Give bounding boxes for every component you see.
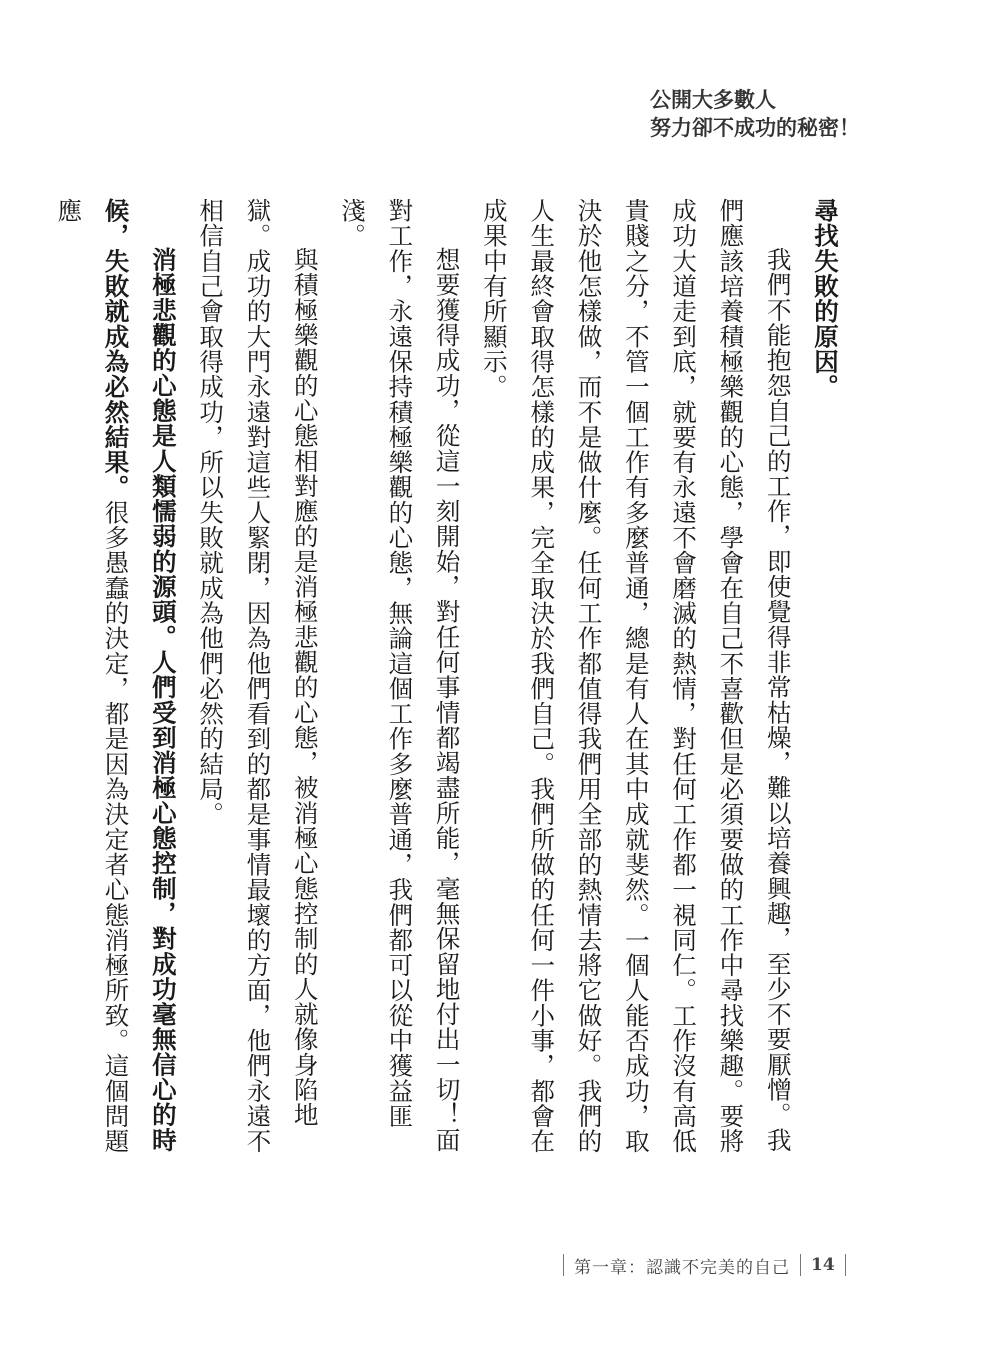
footer-divider-left [563, 1254, 564, 1276]
header-line-2: 努力卻不成功的秘密！ [650, 116, 860, 140]
footer-chapter-title: 第一章：認識不完美的自己 [574, 1257, 790, 1278]
paragraph-2: 想要獲得成功，從這一刻開始，對任何事情都竭盡所能，毫無保留地付出一切！面對工作，永遠保持積極樂觀的心態，無論這個工作多麼普通，我們都可以從中獲益匪淺。 [338, 198, 462, 1153]
footer-divider-middle [800, 1254, 801, 1276]
paragraph-4 [45, 198, 187, 1168]
paragraph-3: 與積極樂觀的心態相對應的是消極悲觀的心態，被消極心態控制的人就像身陷地獄。成功的大門永遠對這些人緊閉，因為他們看到的都是事情最壞的方面，他們永遠不相信自己會取得成功，所以失敗就成為他們必然的結局。 [196, 198, 320, 1154]
section-heading: 尋找失敗的原因。 [811, 198, 840, 400]
footer-divider-right [845, 1254, 846, 1276]
header-line-1: 公開大多數人 [650, 88, 776, 112]
running-header-title [650, 86, 860, 142]
page-footer [563, 1250, 846, 1280]
paragraph-4-text: 很多愚蠢的決定，都是因為決定者心態消極所致。這個問題應 [54, 198, 131, 1154]
page-number: 14 [811, 1255, 835, 1275]
main-text-column [45, 198, 849, 1168]
paragraph-4-emphasis: 消極悲觀的心態是人類懦弱的源頭。人們受到消極心態控制，對成功毫無信心的時候，失敗就成為必然結果。 [101, 198, 178, 1153]
paragraph-1: 我們不能抱怨自己的工作，即使覺得非常枯燥，難以培養興趣，至少不要厭憎。我們應該培養積極樂觀的心態，學會在自己不喜歡但是必須要做的工作中尋找樂趣。要將成功大道走到底，就要有永遠不會磨滅的熱情，對任何工作都一視同仁。工作沒有高低貴賤之分，不管一個工作有多麼普通，總是有人在其中成就斐然。一個人能否成功，取決於他怎樣做，而不是做什麼。任何工作都值得我們用全部的熱情去將它做好。我們的人生最終會取得怎樣的成果，完全取決於我們自己。我們所做的任何一件小事，都會在成果中有所顯示。 [479, 198, 793, 1154]
